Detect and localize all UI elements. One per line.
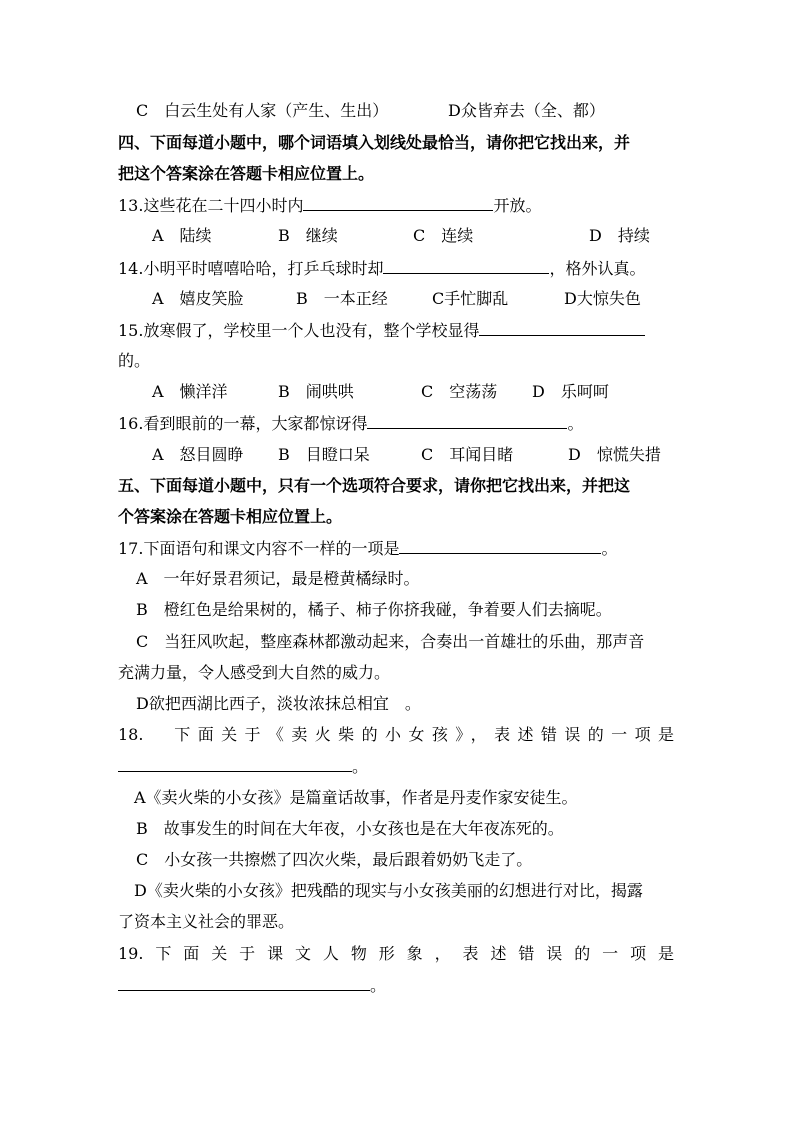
question-15 bbox=[118, 320, 645, 340]
option-d: D 持续 bbox=[589, 226, 650, 245]
option-d: D 惊慌失措 bbox=[568, 445, 661, 464]
answer-blank bbox=[479, 320, 645, 336]
answer-blank bbox=[303, 195, 493, 211]
option-d: D大惊失色 bbox=[564, 289, 641, 308]
answer-blank bbox=[367, 413, 567, 429]
question-18-option-d-line1: D《卖火柴的小女孩》把残酷的现实与小女孩美丽的幻想进行对比，揭露 bbox=[134, 881, 643, 900]
question-17-text: 17.下面语句和课文内容不一样的一项是 bbox=[118, 539, 400, 558]
question-17-option-c-line2: 充满力量，令人感受到大自然的威力。 bbox=[118, 663, 391, 682]
question-13-options bbox=[0, 226, 794, 246]
option-d: D 乐呵呵 bbox=[532, 382, 609, 401]
question-15-options bbox=[0, 382, 794, 402]
option-c: C 耳闻目睹 bbox=[421, 445, 514, 464]
question-17-end: 。 bbox=[601, 539, 618, 558]
question-17-option-b: B 橙红色是给果树的，橘子、柿子你挤我碰，争着要人们去摘呢。 bbox=[136, 600, 612, 619]
question-14-end: ，格外认真。 bbox=[549, 259, 646, 278]
question-15-text: 15.放寒假了，学校里一个人也没有，整个学校显得 bbox=[118, 321, 480, 340]
question-17-option-c-line1: C 当狂风吹起，整座森林都激动起来，合奏出一首雄壮的乐曲，那声音 bbox=[136, 632, 645, 651]
answer-blank bbox=[383, 258, 549, 274]
question-16-text: 16.看到眼前的一幕，大家都惊讶得 bbox=[118, 414, 368, 433]
answer-blank bbox=[118, 756, 352, 772]
question-13-text: 13.这些花在二十四小时内 bbox=[118, 196, 304, 215]
question-18-line2 bbox=[118, 756, 368, 776]
option-a: A 懒洋洋 bbox=[152, 382, 228, 401]
option-b: B 一本正经 bbox=[296, 289, 388, 308]
question-19-line2 bbox=[118, 975, 386, 995]
question-18-line1: 18. 下面关于《卖火柴的小女孩》，表述错误的一项是 bbox=[118, 725, 674, 744]
question-18-option-a: A《卖火柴的小女孩》是篇童话故事，作者是丹麦作家安徒生。 bbox=[134, 788, 578, 807]
section-four-heading-line2: 把这个答案涂在答题卡相应位置上。 bbox=[118, 164, 375, 183]
question-17-option-d: D欲把西湖比西子，淡妆浓抹总相宜 。 bbox=[136, 694, 421, 713]
question-17 bbox=[118, 538, 617, 558]
section-five-heading-line2: 个答案涂在答题卡相应位置上。 bbox=[118, 507, 343, 526]
question-19-line1: 19.下面关于课文人物形象，表述错误的一项是 bbox=[118, 944, 674, 963]
option-c: C 空荡荡 bbox=[421, 382, 498, 401]
question-18-end: 。 bbox=[352, 757, 369, 776]
section-five-heading-line1: 五、下面每道小题中，只有一个选项符合要求，请你把它找出来，并把这 bbox=[118, 476, 631, 495]
question-16 bbox=[118, 413, 583, 433]
option-b: B 目瞪口呆 bbox=[278, 445, 370, 464]
question-19-end: 。 bbox=[370, 976, 387, 995]
question-14 bbox=[118, 258, 645, 278]
question-16-options bbox=[0, 445, 794, 465]
question-16-end: 。 bbox=[567, 414, 584, 433]
option-a: A 嬉皮笑脸 bbox=[152, 289, 244, 308]
option-b: B 闹哄哄 bbox=[278, 382, 354, 401]
question-18-option-c: C 小女孩一共擦燃了四次火柴，最后跟着奶奶飞走了。 bbox=[136, 850, 533, 869]
option-b: B 继续 bbox=[278, 226, 338, 245]
answer-blank bbox=[118, 975, 370, 991]
question-17-option-a: A 一年好景君须记，最是橙黄橘绿时。 bbox=[136, 569, 420, 588]
question-13 bbox=[118, 195, 541, 215]
question-18-option-b: B 故事发生的时间在大年夜，小女孩也是在大年夜冻死的。 bbox=[136, 819, 564, 838]
question-18-option-d-line2: 了资本主义社会的罪恶。 bbox=[118, 912, 295, 931]
question-13-end: 开放。 bbox=[493, 196, 542, 215]
question-14-options bbox=[0, 289, 794, 309]
question-14-text: 14.小明平时嘻嘻哈哈，打乒乓球时却 bbox=[118, 259, 384, 278]
option-c: C手忙脚乱 bbox=[432, 289, 509, 308]
question-15-line2: 的。 bbox=[118, 351, 151, 370]
answer-blank bbox=[399, 538, 601, 554]
option-c: C 连续 bbox=[413, 226, 474, 245]
option-a: A 陆续 bbox=[152, 226, 212, 245]
option-line-d: D众皆弃去（全、都） bbox=[448, 101, 605, 120]
section-four-heading-line1: 四、下面每道小题中，哪个词语填入划线处最恰当，请你把它找出来，并 bbox=[118, 133, 631, 152]
option-a: A 怒目圆睁 bbox=[152, 445, 244, 464]
option-line-c: C 白云生处有人家（产生、生出） bbox=[136, 101, 389, 120]
